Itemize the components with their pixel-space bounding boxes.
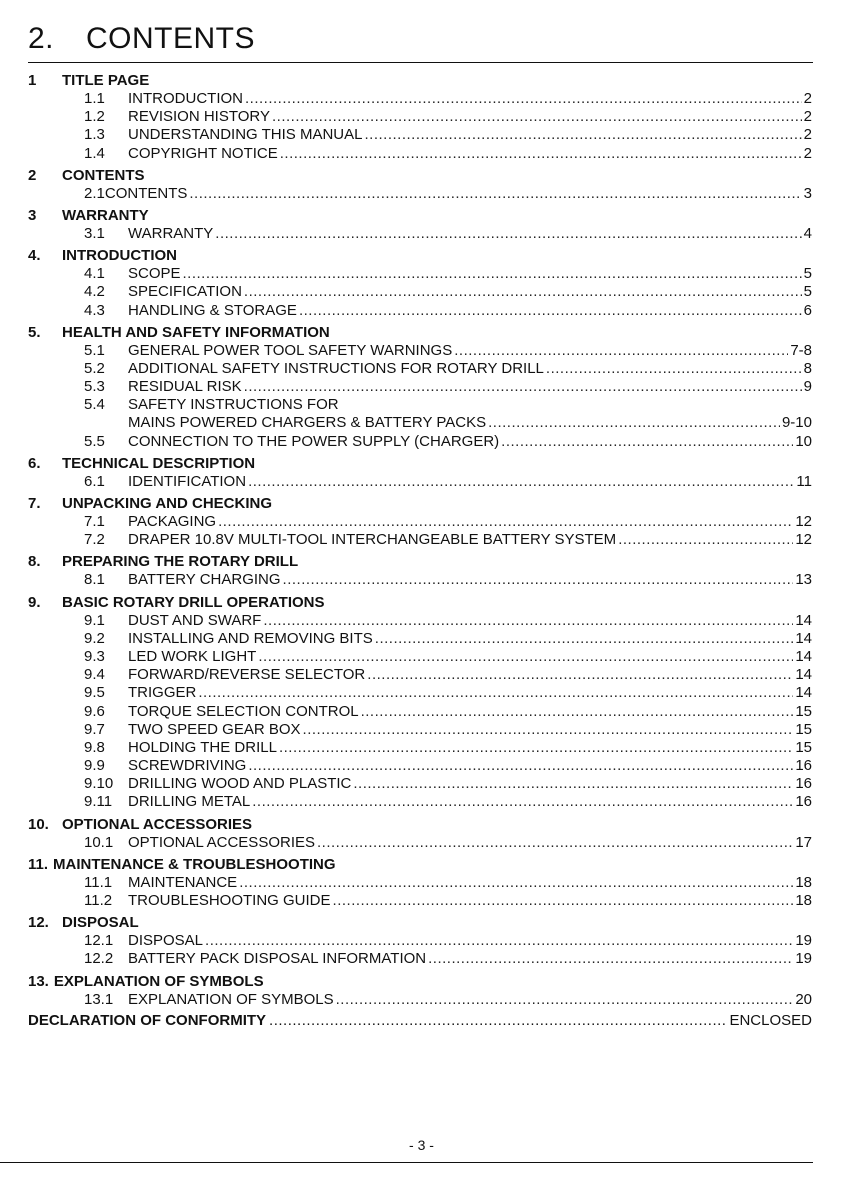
toc-entry[interactable] [28,630,812,648]
entry-number: 9.7 [84,720,105,738]
toc-entry[interactable] [28,757,812,775]
toc-entry[interactable] [28,874,812,892]
dot-leader [280,145,802,163]
entry-number: 4.2 [84,283,105,301]
section-number: 8. [28,553,41,571]
entry-page-number: 19 [795,932,812,950]
entry-page-number: 8 [803,359,812,377]
dot-leader [501,433,793,451]
declaration-title: DECLARATION OF CONFORMITY [28,1011,267,1029]
entry-page-number: 2 [803,90,812,107]
toc-entry[interactable] [28,473,812,491]
dot-leader [361,703,794,721]
entry-page-number: 16 [795,757,812,775]
section-number: 1 [28,72,37,89]
table-of-contents [28,71,812,1031]
entry-page-number: 19 [795,950,812,968]
toc-entry[interactable] [28,360,812,378]
entry-number: 4.1 [84,265,105,283]
toc-entry[interactable] [28,531,812,549]
dot-leader [272,108,802,126]
section-heading[interactable] [28,494,812,513]
entry-page-number: 16 [795,793,812,811]
entry-page-number: 2 [803,108,812,126]
toc-entry[interactable] [28,265,812,283]
entry-title: DRAPER 10.8V MULTI-TOOL INTERCHANGEABLE BATTERY SYSTEM [128,531,617,549]
entry-number: 12.2 [84,950,114,968]
toc-entry[interactable] [28,396,812,414]
entry-number: 1.1 [84,90,105,107]
section-heading[interactable] [28,206,812,225]
section-number: 4. [28,247,41,265]
toc-entry[interactable] [28,950,812,968]
section-title: OPTIONAL ACCESSORIES [62,815,253,833]
dot-leader [454,342,788,360]
entry-number: 5.3 [84,378,105,396]
entry-number: 5.4 [84,396,105,414]
entry-number: 7.2 [84,531,105,549]
entry-page-number: 4 [803,224,812,242]
toc-entry[interactable] [28,703,812,721]
entry-number: 9.11 [84,793,113,811]
entry-title: TRIGGER [128,684,197,702]
section-heading[interactable] [28,454,812,473]
page-number: - 3 - [409,1137,434,1153]
entry-number: 3.1 [84,224,105,242]
dot-leader [333,892,794,910]
entry-page-number: 18 [795,892,812,909]
section-heading[interactable] [28,323,812,342]
dot-leader [353,775,793,793]
section-heading[interactable] [28,815,812,834]
toc-entry[interactable] [28,666,812,684]
entry-number: 10.1 [84,833,114,851]
section-title: MAINTENANCE & TROUBLESHOOTING [53,855,336,873]
section-number: 5. [28,323,41,341]
dot-leader [189,185,801,203]
entry-number: 9.3 [84,647,105,665]
section-number: 7. [28,495,41,512]
section-number: 12. [28,914,49,932]
entry-page-number: 20 [795,990,812,1008]
entry-page-number: 3 [803,184,812,202]
dot-leader [283,571,794,589]
dot-leader [488,414,780,432]
section-number: 11. [28,855,49,873]
entry-page-number: 2 [803,144,812,162]
toc-entry[interactable] [28,684,812,702]
entry-page-number: 16 [795,775,812,793]
dot-leader [269,1011,726,1031]
section-heading[interactable] [28,972,812,991]
toc-entry[interactable] [28,185,812,203]
toc-entry[interactable] [28,433,812,451]
toc-entry[interactable] [28,342,812,360]
dot-leader [546,360,802,378]
entry-title: HOLDING THE DRILL [128,738,277,756]
section-title: HEALTH AND SAFETY INFORMATION [62,323,330,341]
toc-entry[interactable] [28,571,812,589]
entry-page-number: 14 [795,629,812,647]
entry-title: SAFETY INSTRUCTIONS FOR [128,396,339,414]
section-title: EXPLANATION OF SYMBOLS [53,972,264,990]
section-number: 9. [28,593,41,611]
dot-leader [279,739,793,757]
declaration-entry[interactable] [28,1011,812,1031]
dot-leader [303,721,794,739]
toc-entry[interactable] [28,739,812,757]
entry-title: DISPOSAL [128,932,204,950]
entry-page-number: 7-8 [790,341,812,359]
dot-leader [317,834,793,852]
toc-entry[interactable] [28,991,812,1009]
toc-entry[interactable] [28,513,812,531]
toc-entry[interactable] [28,108,812,126]
entry-title: TWO SPEED GEAR BOX [128,720,301,738]
entry-number: 11.2 [84,892,113,909]
entry-page-number: 14 [795,666,812,684]
dot-leader [263,612,793,630]
toc-entry[interactable] [28,378,812,396]
entry-title: SCOPE [128,265,181,283]
entry-number: 1.2 [84,108,105,126]
entry-title: DUST AND SWARF [128,611,262,629]
entry-number: 5.2 [84,359,105,377]
toc-entry[interactable] [28,793,812,811]
entry-title: GENERAL POWER TOOL SAFETY WARNINGS [128,341,453,359]
entry-page-number: 9 [803,378,812,396]
entry-page-number: 5 [803,265,812,283]
entry-number: 9.2 [84,629,105,647]
dot-leader [244,378,802,396]
section-number: 2 [28,166,37,184]
section-heading[interactable] [28,246,812,265]
dot-leader [252,793,793,811]
toc-entry[interactable] [28,648,812,666]
entry-number: 2.1 [84,184,105,202]
dot-leader [248,473,794,491]
entry-page-number: 12 [795,513,812,530]
entry-page-number: 6 [803,301,812,319]
dot-leader [364,126,801,144]
entry-title: PACKAGING [128,513,217,530]
dot-leader [239,874,793,892]
entry-title: OPTIONAL ACCESSORIES [128,833,315,851]
entry-title: SPECIFICATION [128,283,242,301]
section-heading[interactable] [28,166,812,185]
entry-page-number: 2 [803,126,812,144]
section-number: 13. [28,972,49,990]
section-heading[interactable] [28,593,812,612]
entry-page-number: 9-10 [781,414,812,432]
dot-leader [248,757,793,775]
top-divider [28,62,813,63]
toc-entry[interactable] [28,775,812,793]
section-title: UNPACKING AND CHECKING [62,495,272,512]
entry-title: EXPLANATION OF SYMBOLS [128,990,334,1008]
dot-leader [198,684,793,702]
dot-leader [205,932,793,950]
section-number: 10. [28,815,49,833]
entry-number: 1.4 [84,144,105,162]
entry-title: UNDERSTANDING THIS MANUAL [128,126,363,144]
entry-title: BATTERY CHARGING [128,571,281,589]
entry-title: LED WORK LIGHT [128,647,257,665]
entry-title: FORWARD/REVERSE SELECTOR [128,666,366,684]
entry-number: 12.1 [84,932,114,950]
entry-number: 8.1 [84,571,105,589]
section-title: WARRANTY [62,206,149,224]
entry-number: 9.8 [84,738,105,756]
page-title-text: CONTENTS [86,22,255,55]
entry-title: INTRODUCTION [128,90,243,107]
entry-number: 5.5 [84,432,105,450]
entry-page-number: 12 [795,531,812,549]
section-title: DISPOSAL [62,914,139,932]
page-title-number: 2. [28,22,55,55]
entry-title: DRILLING WOOD AND PLASTIC [128,775,352,793]
section-title: CONTENTS [62,166,145,184]
dot-leader [258,648,793,666]
toc-entry[interactable] [28,126,812,144]
toc-entry[interactable] [28,612,812,630]
entry-page-number: 15 [795,738,812,756]
toc-entry[interactable] [28,283,812,301]
toc-entry[interactable] [28,932,812,950]
entry-title: MAINS POWERED CHARGERS & BATTERY PACKS [128,414,487,432]
section-heading[interactable] [28,552,812,571]
section-heading[interactable] [28,71,812,90]
entry-title: RESIDUAL RISK [128,378,242,396]
entry-title: MAINTENANCE [128,873,238,891]
dot-leader [183,265,802,283]
bottom-divider [0,1162,813,1163]
entry-page-number: 15 [795,720,812,738]
entry-number: 13.1 [84,990,114,1008]
entry-number: 4.3 [84,301,105,319]
toc-entry[interactable] [28,90,812,108]
entry-page-number: 17 [795,833,812,851]
dot-leader [336,991,794,1009]
entry-page-number: 13 [795,571,812,589]
entry-title: BATTERY PACK DISPOSAL INFORMATION [128,950,427,968]
section-heading[interactable] [28,855,812,874]
entry-number: 9.1 [84,611,105,629]
entry-page-number: 15 [795,702,812,720]
toc-entry[interactable] [28,834,812,852]
section-title: INTRODUCTION [62,247,177,265]
toc-entry[interactable] [28,892,812,910]
dot-leader [299,302,802,320]
dot-leader [245,90,802,108]
dot-leader [218,513,793,531]
entry-title: CONNECTION TO THE POWER SUPPLY (CHARGER) [128,432,500,450]
dot-leader [618,531,793,549]
entry-page-number: 5 [803,283,812,301]
entry-page-number: 14 [795,611,812,629]
entry-number: 1.3 [84,126,105,144]
entry-number: 9.10 [84,775,114,793]
dot-leader [428,950,793,968]
entry-page-number: 14 [795,684,812,702]
entry-number: 6.1 [84,472,105,490]
page-title [28,22,255,56]
dot-leader [215,225,801,243]
entry-title: TROUBLESHOOTING GUIDE [128,892,331,909]
section-title: PREPARING THE ROTARY DRILL [62,553,299,571]
entry-title: ADDITIONAL SAFETY INSTRUCTIONS FOR ROTARY DRILL [128,359,544,377]
toc-entry[interactable] [28,145,812,163]
dot-leader [244,283,802,301]
entry-title: WARRANTY [128,224,214,242]
entry-title: SCREWDRIVING [128,757,247,775]
entry-title: REVISION HISTORY [128,108,270,126]
entry-number: 9.6 [84,702,105,720]
entry-title: INSTALLING AND REMOVING BITS [128,629,373,647]
dot-leader [375,630,794,648]
entry-page-number: 14 [795,647,812,665]
toc-entry[interactable] [28,721,812,739]
section-title: TECHNICAL DESCRIPTION [62,454,256,472]
entry-number: 11.1 [84,873,113,891]
entry-number: 9.9 [84,757,105,775]
toc-entry[interactable] [28,225,812,243]
section-number: 6. [28,454,41,472]
entry-page-number: 10 [795,432,812,450]
declaration-page: ENCLOSED [729,1011,812,1029]
dot-leader [367,666,793,684]
entry-title: TORQUE SELECTION CONTROL [128,702,359,720]
entry-title: CONTENTS [104,184,188,202]
entry-number: 9.4 [84,666,105,684]
section-heading[interactable] [28,913,812,932]
entry-page-number: 18 [795,873,812,891]
toc-entry[interactable] [28,414,812,432]
section-title: TITLE PAGE [62,72,150,89]
entry-title: COPYRIGHT NOTICE [128,144,278,162]
section-title: BASIC ROTARY DRILL OPERATIONS [62,593,325,611]
entry-number: 9.5 [84,684,105,702]
section-number: 3 [28,206,37,224]
entry-title: HANDLING & STORAGE [128,301,297,319]
entry-title: DRILLING METAL [128,793,251,811]
toc-entry[interactable] [28,302,812,320]
entry-title: IDENTIFICATION [128,472,247,490]
entry-page-number: 11 [796,472,812,490]
entry-number: 7.1 [84,513,105,530]
entry-number: 5.1 [84,341,105,359]
